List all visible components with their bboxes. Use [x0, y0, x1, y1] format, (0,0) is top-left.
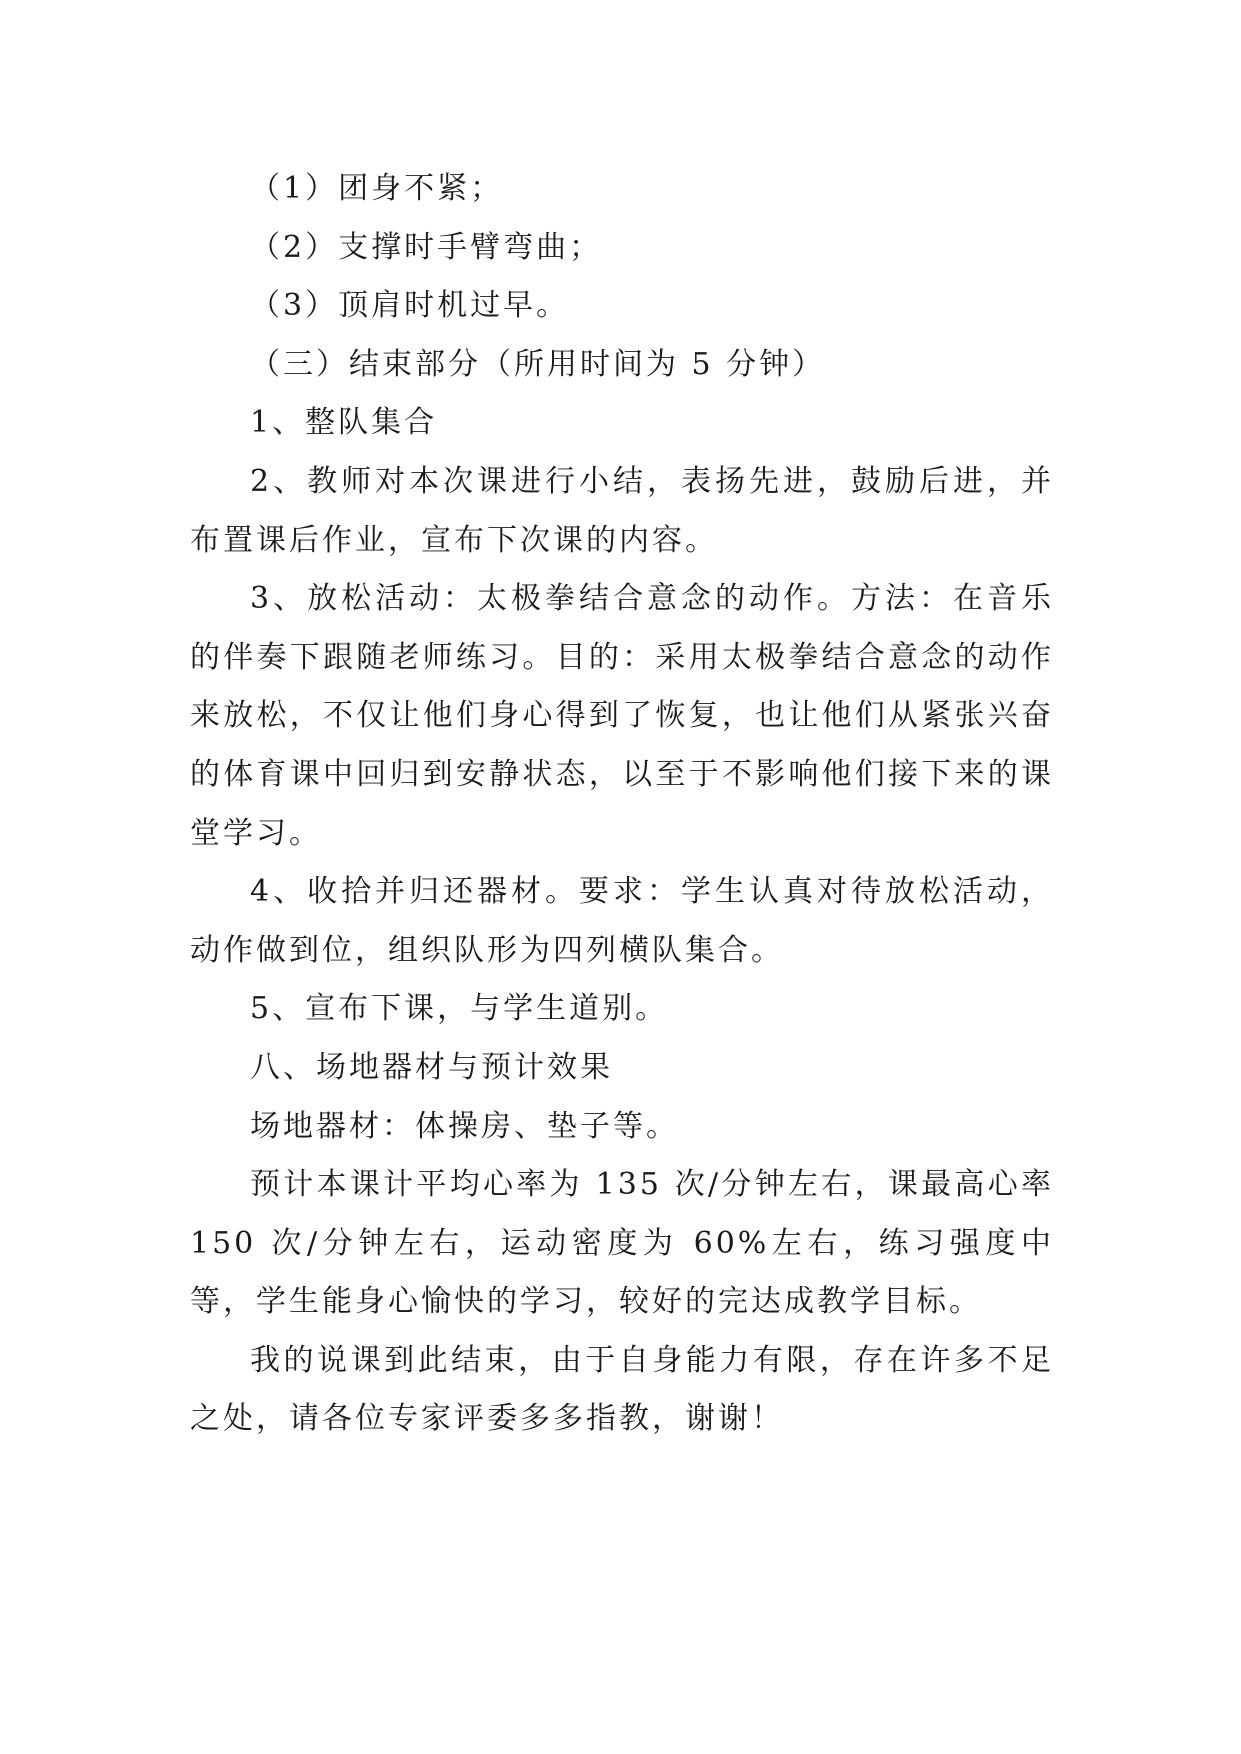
list-item-error-1: （1）团身不紧； [250, 171, 504, 206]
venue-equipment-paragraph: 场地器材：体操房、垫子等。 [250, 1108, 679, 1144]
section-heading-venue: 八、场地器材与预计效果 [250, 1049, 613, 1085]
list-item-error-3: （3）顶肩时机过早。 [250, 288, 570, 324]
step-4-paragraph: 4、收拾并归还器材。要求：学生认真对待放松活动，动作做到位，组织队形为四列横队集合。 [190, 874, 1054, 968]
section-heading-ending: （三）结束部分（所用时间为 5 分钟） [250, 346, 826, 382]
step-2-paragraph: 2、教师对本次课进行小结，表扬先进，鼓励后进，并布置课后作业，宣布下次课的内容。 [190, 463, 1054, 558]
expected-effect-paragraph: 预计本课计平均心率为 135 次/分钟左右，课最高心率 150 次/分钟左右，运动密度为 60%左右，练习强度中等，学生能身心愉快的学习，较好的完达成教学目标。 [190, 1167, 1054, 1320]
list-item-error-2: （2）支撑时手臂弯曲； [250, 229, 603, 265]
step-3-paragraph: 3、放松活动：太极拳结合意念的动作。方法：在音乐的伴奏下跟随老师练习。目的：采用太极拳结合意念的动作来放松，不仅让他们身心得到了恢复，也让他们从紧张兴奋的体育课中回归到安静状态，以至于不影响他们接下来的课堂学习。 [190, 581, 1054, 851]
document-body [190, 160, 1054, 1449]
closing-paragraph: 我的说课到此结束，由于自身能力有限，存在许多不足之处，请各位专家评委多多指教，谢谢！ [190, 1342, 1054, 1437]
step-5-paragraph: 5、宣布下课，与学生道别。 [250, 991, 669, 1027]
step-1-paragraph: 1、整队集合 [250, 405, 438, 441]
